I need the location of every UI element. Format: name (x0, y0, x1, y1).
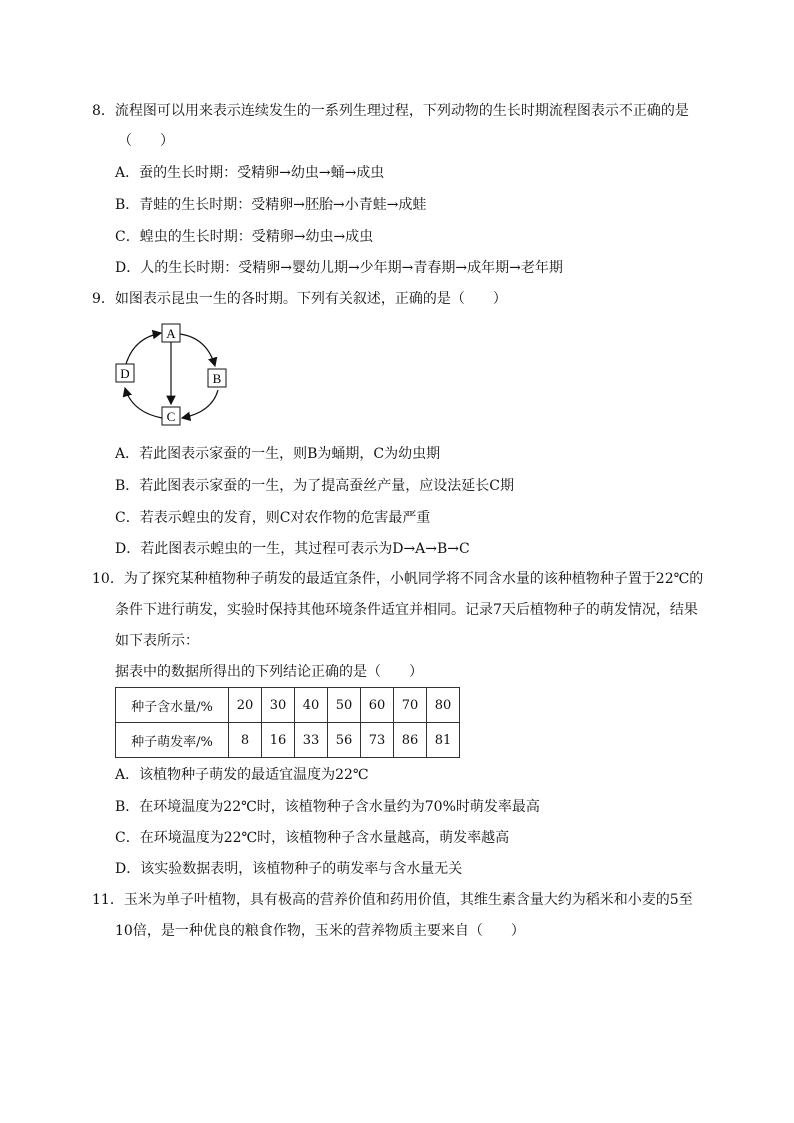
q11-stem-line-1: 11．玉米为单子叶植物，具有极高的营养价值和药用价值，其维生素含量大约为稻米和小麦的5至 (92, 892, 693, 908)
table-cell: 8 (229, 723, 262, 758)
q8-option-b: B．青蛙的生长时期：受精卵→胚胎→小青蛙→成蛙 (115, 197, 427, 213)
table-cell: 86 (394, 723, 427, 758)
q9-stem: 9．如图表示昆虫一生的各时期。下列有关叙述，正确的是（ ） (92, 291, 507, 307)
svg-text:B: B (212, 371, 222, 386)
q9-option-c: C．若表示蝗虫的发育，则C对农作物的危害最严重 (115, 510, 431, 526)
arrow-b-to-c (182, 390, 218, 418)
row-header-water-content: 种子含水量/% (116, 688, 229, 723)
table-cell: 30 (262, 688, 295, 723)
table-cell: 20 (229, 688, 262, 723)
q9-option-d: D．若此图表示蝗虫的一生，其过程可表示为D→A→B→C (115, 541, 470, 557)
arrow-d-to-a (126, 333, 161, 364)
q10-stem-line-2: 条件下进行萌发，实验时保持其他环境条件适宜并相同。记录7天后植物种子的萌发情况，结果 (115, 602, 698, 618)
q10-option-b: B．在环境温度为22℃时，该植物种子含水量约为70%时萌发率最高 (115, 799, 540, 815)
table-cell: 70 (394, 688, 427, 723)
q9-option-b: B．若此图表示家蚕的一生，为了提高蚕丝产量，应设法延长C期 (115, 478, 514, 494)
table-cell: 60 (361, 688, 394, 723)
q10-option-c: C．在环境温度为22℃时，该植物种子含水量越高，萌发率越高 (115, 830, 510, 846)
node-c (162, 407, 180, 425)
table-cell: 73 (361, 723, 394, 758)
row-header-germination-rate: 种子萌发率/% (116, 723, 229, 758)
table-cell: 56 (328, 723, 361, 758)
table-cell: 16 (262, 723, 295, 758)
svg-text:D: D (120, 366, 130, 381)
table-cell: 80 (427, 688, 460, 723)
q10-table-intro: 据表中的数据所得出的下列结论正确的是（ ） (115, 664, 423, 680)
node-a (162, 324, 180, 342)
table-cell: 81 (427, 723, 460, 758)
table-row (116, 723, 460, 758)
table-cell: 50 (328, 688, 361, 723)
node-b (208, 369, 226, 387)
q10-stem-line-1: 10．为了探究某种植物种子萌发的最适宜条件，小帆同学将不同含水量的该种植物种子置于22℃的 (92, 571, 704, 587)
insect-lifecycle-diagram (112, 320, 242, 435)
q11-stem-line-2: 10倍，是一种优良的粮食作物，玉米的营养物质主要来自（ ） (115, 923, 525, 939)
q10-option-d: D．该实验数据表明，该植物种子的萌发率与含水量无关 (115, 861, 463, 877)
q8-stem: 8．流程图可以用来表示连续发生的一系列生理过程，下列动物的生长时期流程图表示不正确的是 (92, 103, 689, 119)
table-cell: 33 (295, 723, 328, 758)
arrow-c-to-d (125, 388, 162, 418)
table-cell: 40 (295, 688, 328, 723)
q8-blank: （ ） (118, 133, 174, 149)
q8-option-a: A．蚕的生长时期：受精卵→幼虫→蛹→成虫 (115, 165, 385, 181)
q10-stem-line-3: 如下表所示： (115, 633, 199, 649)
node-d (116, 364, 134, 382)
q9-option-a: A．若此图表示家蚕的一生，则B为蛹期，C为幼虫期 (115, 446, 441, 462)
arrow-a-to-b (180, 334, 215, 366)
q8-option-d: D．人的生长时期：受精卵→婴幼儿期→少年期→青春期→成年期→老年期 (115, 260, 563, 276)
seed-data-table (115, 687, 460, 758)
svg-text:A: A (166, 326, 176, 341)
svg-text:C: C (166, 409, 176, 424)
q10-option-a: A．该植物种子萌发的最适宜温度为22℃ (115, 767, 369, 783)
q8-option-c: C．蝗虫的生长时期：受精卵→幼虫→成虫 (115, 229, 374, 245)
table-row (116, 688, 460, 723)
